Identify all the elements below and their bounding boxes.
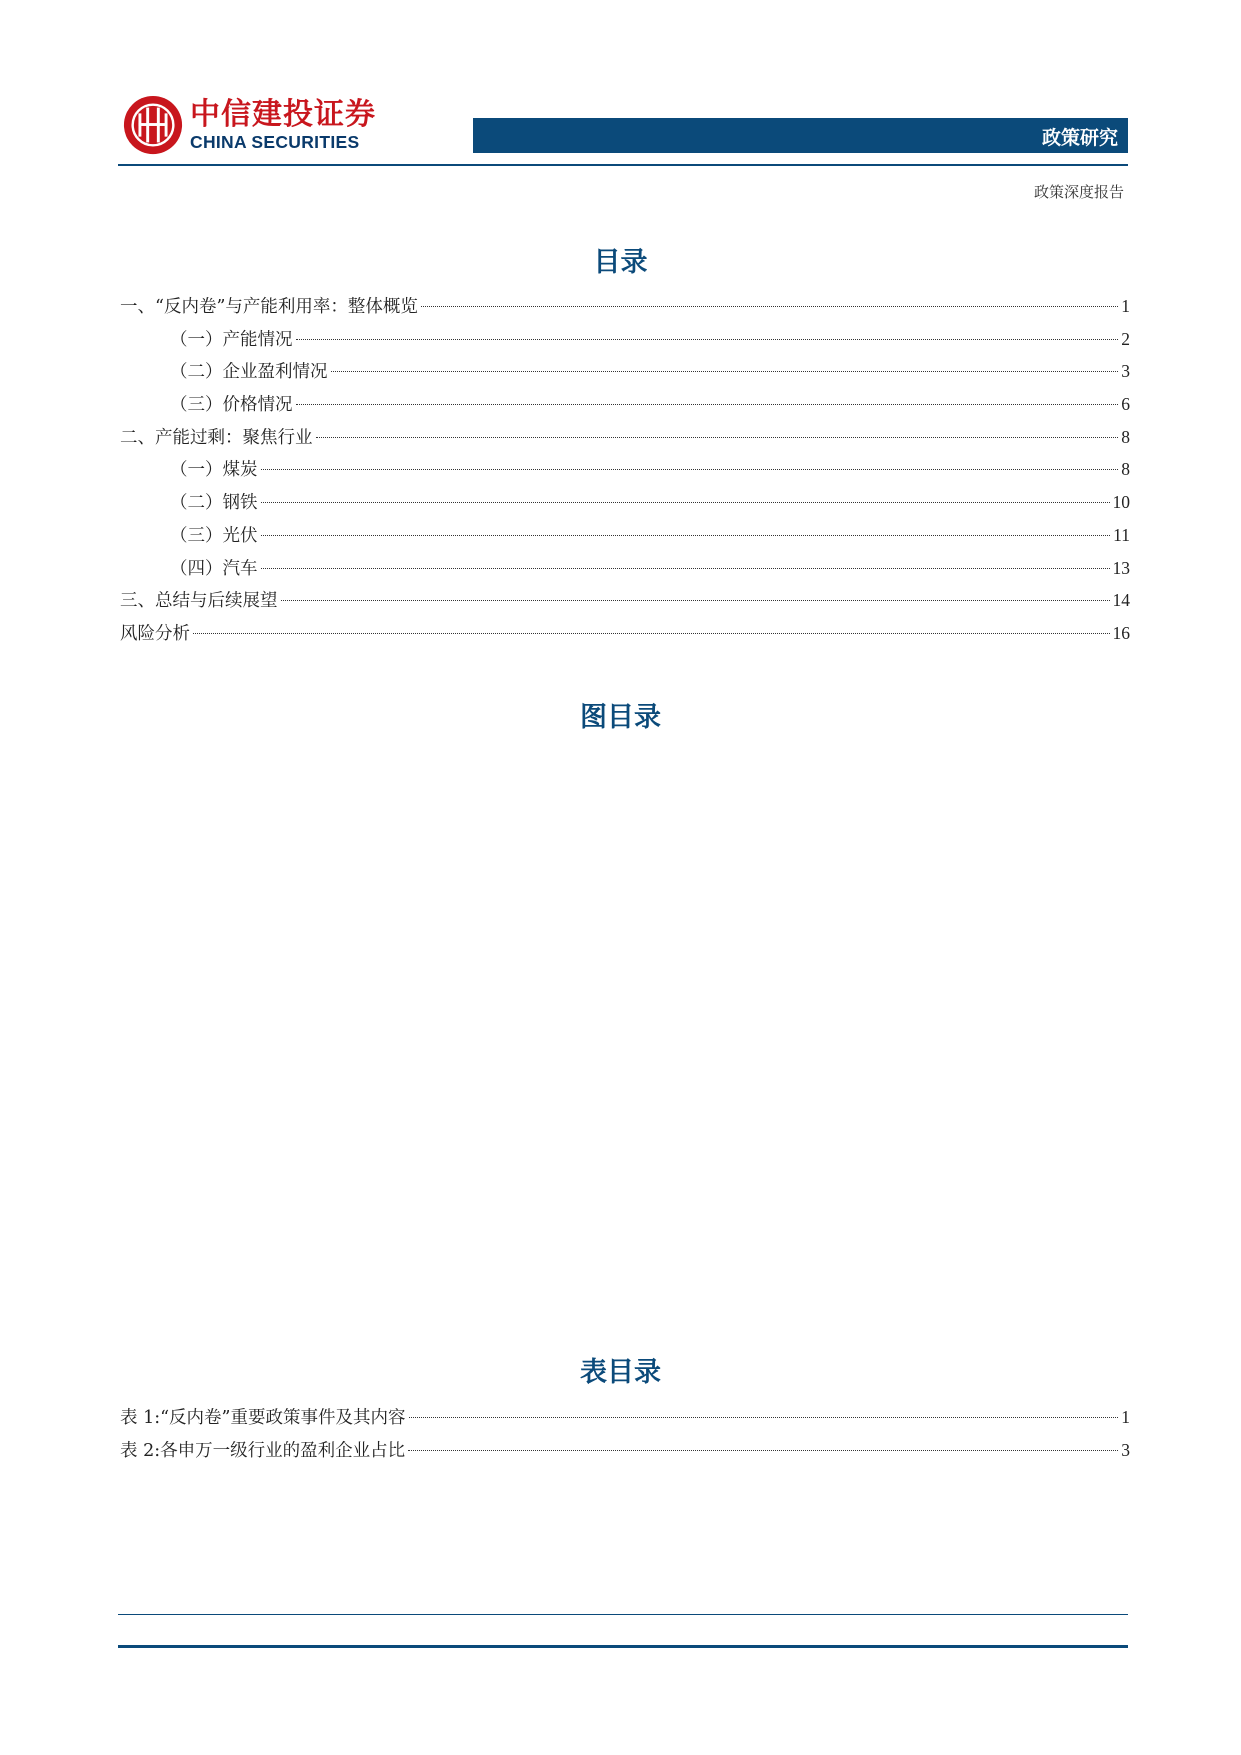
figures-title: 图目录 xyxy=(580,702,661,733)
report-type: 政策深度报告 xyxy=(1033,183,1124,201)
tables-list xyxy=(120,1404,1130,1469)
toc-entry-page: 8 xyxy=(1121,426,1130,447)
toc-entry[interactable] xyxy=(120,456,1130,489)
toc-entry-page: 2 xyxy=(1121,328,1130,349)
toc-leader-dots xyxy=(261,568,1110,569)
toc-entry-label: 三、总结与后续展望 xyxy=(120,591,278,612)
toc-entry-label: （三）价格情况 xyxy=(170,395,293,416)
footer-divider xyxy=(118,1614,1128,1615)
toc-leader-dots xyxy=(421,306,1118,307)
toc-leader-dots xyxy=(409,1417,1119,1418)
toc-entry-label: （三）光伏 xyxy=(170,525,258,546)
header-divider xyxy=(118,164,1128,166)
table-entry-label: 表 1:“反内卷”重要政策事件及其内容 xyxy=(120,1408,406,1428)
toc-entry[interactable] xyxy=(120,391,1130,424)
toc-leader-dots xyxy=(331,371,1119,372)
toc-entry[interactable] xyxy=(120,620,1130,653)
toc-entry[interactable] xyxy=(120,555,1130,588)
toc-leader-dots xyxy=(296,339,1119,340)
toc-entry-label: 二、产能过剩：聚焦行业 xyxy=(120,427,313,448)
toc-title: 目录 xyxy=(593,247,648,278)
toc-entry-label: （一）产能情况 xyxy=(170,329,293,350)
table-entry[interactable] xyxy=(120,1404,1130,1437)
brand-name-en: CHINA SECURITIES xyxy=(190,132,360,152)
citic-seal-icon xyxy=(122,94,184,156)
toc-entry-label: （二）钢铁 xyxy=(170,493,258,514)
toc-entry[interactable] xyxy=(120,326,1130,359)
tables-title: 表目录 xyxy=(580,1357,661,1388)
toc-leader-dots xyxy=(296,404,1119,405)
toc-entry-page: 8 xyxy=(1121,459,1130,480)
table-entry[interactable] xyxy=(120,1437,1130,1470)
toc-entry-label: 一、“反内卷”与产能利用率：整体概览 xyxy=(120,297,418,317)
toc-entry-page: 1 xyxy=(1121,296,1130,316)
table-entry-page: 1 xyxy=(1121,1407,1130,1427)
toc-entry-page: 13 xyxy=(1112,557,1130,578)
toc-leader-dots xyxy=(261,469,1119,470)
toc-entry[interactable] xyxy=(120,358,1130,391)
brand-logo xyxy=(122,94,376,156)
toc-leader-dots xyxy=(408,1450,1118,1451)
toc-entry-page: 6 xyxy=(1121,394,1130,415)
table-entry-page: 3 xyxy=(1121,1439,1130,1460)
toc-entry-page: 14 xyxy=(1112,590,1130,611)
toc-entry[interactable] xyxy=(120,424,1130,457)
toc-leader-dots xyxy=(261,502,1110,503)
toc-entry-label: 风险分析 xyxy=(120,623,190,644)
header-category: 政策研究 xyxy=(1041,127,1118,149)
footer-divider-thick xyxy=(118,1645,1128,1648)
toc-entry[interactable] xyxy=(120,587,1130,620)
toc-entry-page: 3 xyxy=(1121,361,1130,382)
toc-entry[interactable] xyxy=(120,489,1130,522)
toc-leader-dots xyxy=(193,633,1110,634)
toc-entry[interactable] xyxy=(120,293,1130,326)
table-entry-label: 表 2:各申万一级行业的盈利企业占比 xyxy=(120,1440,406,1461)
toc-leader-dots xyxy=(316,437,1119,438)
toc-leader-dots xyxy=(281,600,1110,601)
toc-entry-page: 11 xyxy=(1113,524,1130,545)
toc-entry[interactable] xyxy=(120,522,1130,555)
header-category-bar xyxy=(473,118,1128,153)
toc-entry-label: （一）煤炭 xyxy=(170,460,258,481)
toc-list xyxy=(120,293,1130,653)
toc-entry-page: 10 xyxy=(1112,492,1130,513)
toc-leader-dots xyxy=(261,535,1111,536)
toc-entry-label: （四）汽车 xyxy=(170,558,258,579)
toc-entry-label: （二）企业盈利情况 xyxy=(170,362,328,383)
brand-name-cn: 中信建投证券 xyxy=(190,97,376,132)
toc-entry-page: 16 xyxy=(1112,622,1130,643)
brand-text xyxy=(190,98,376,152)
